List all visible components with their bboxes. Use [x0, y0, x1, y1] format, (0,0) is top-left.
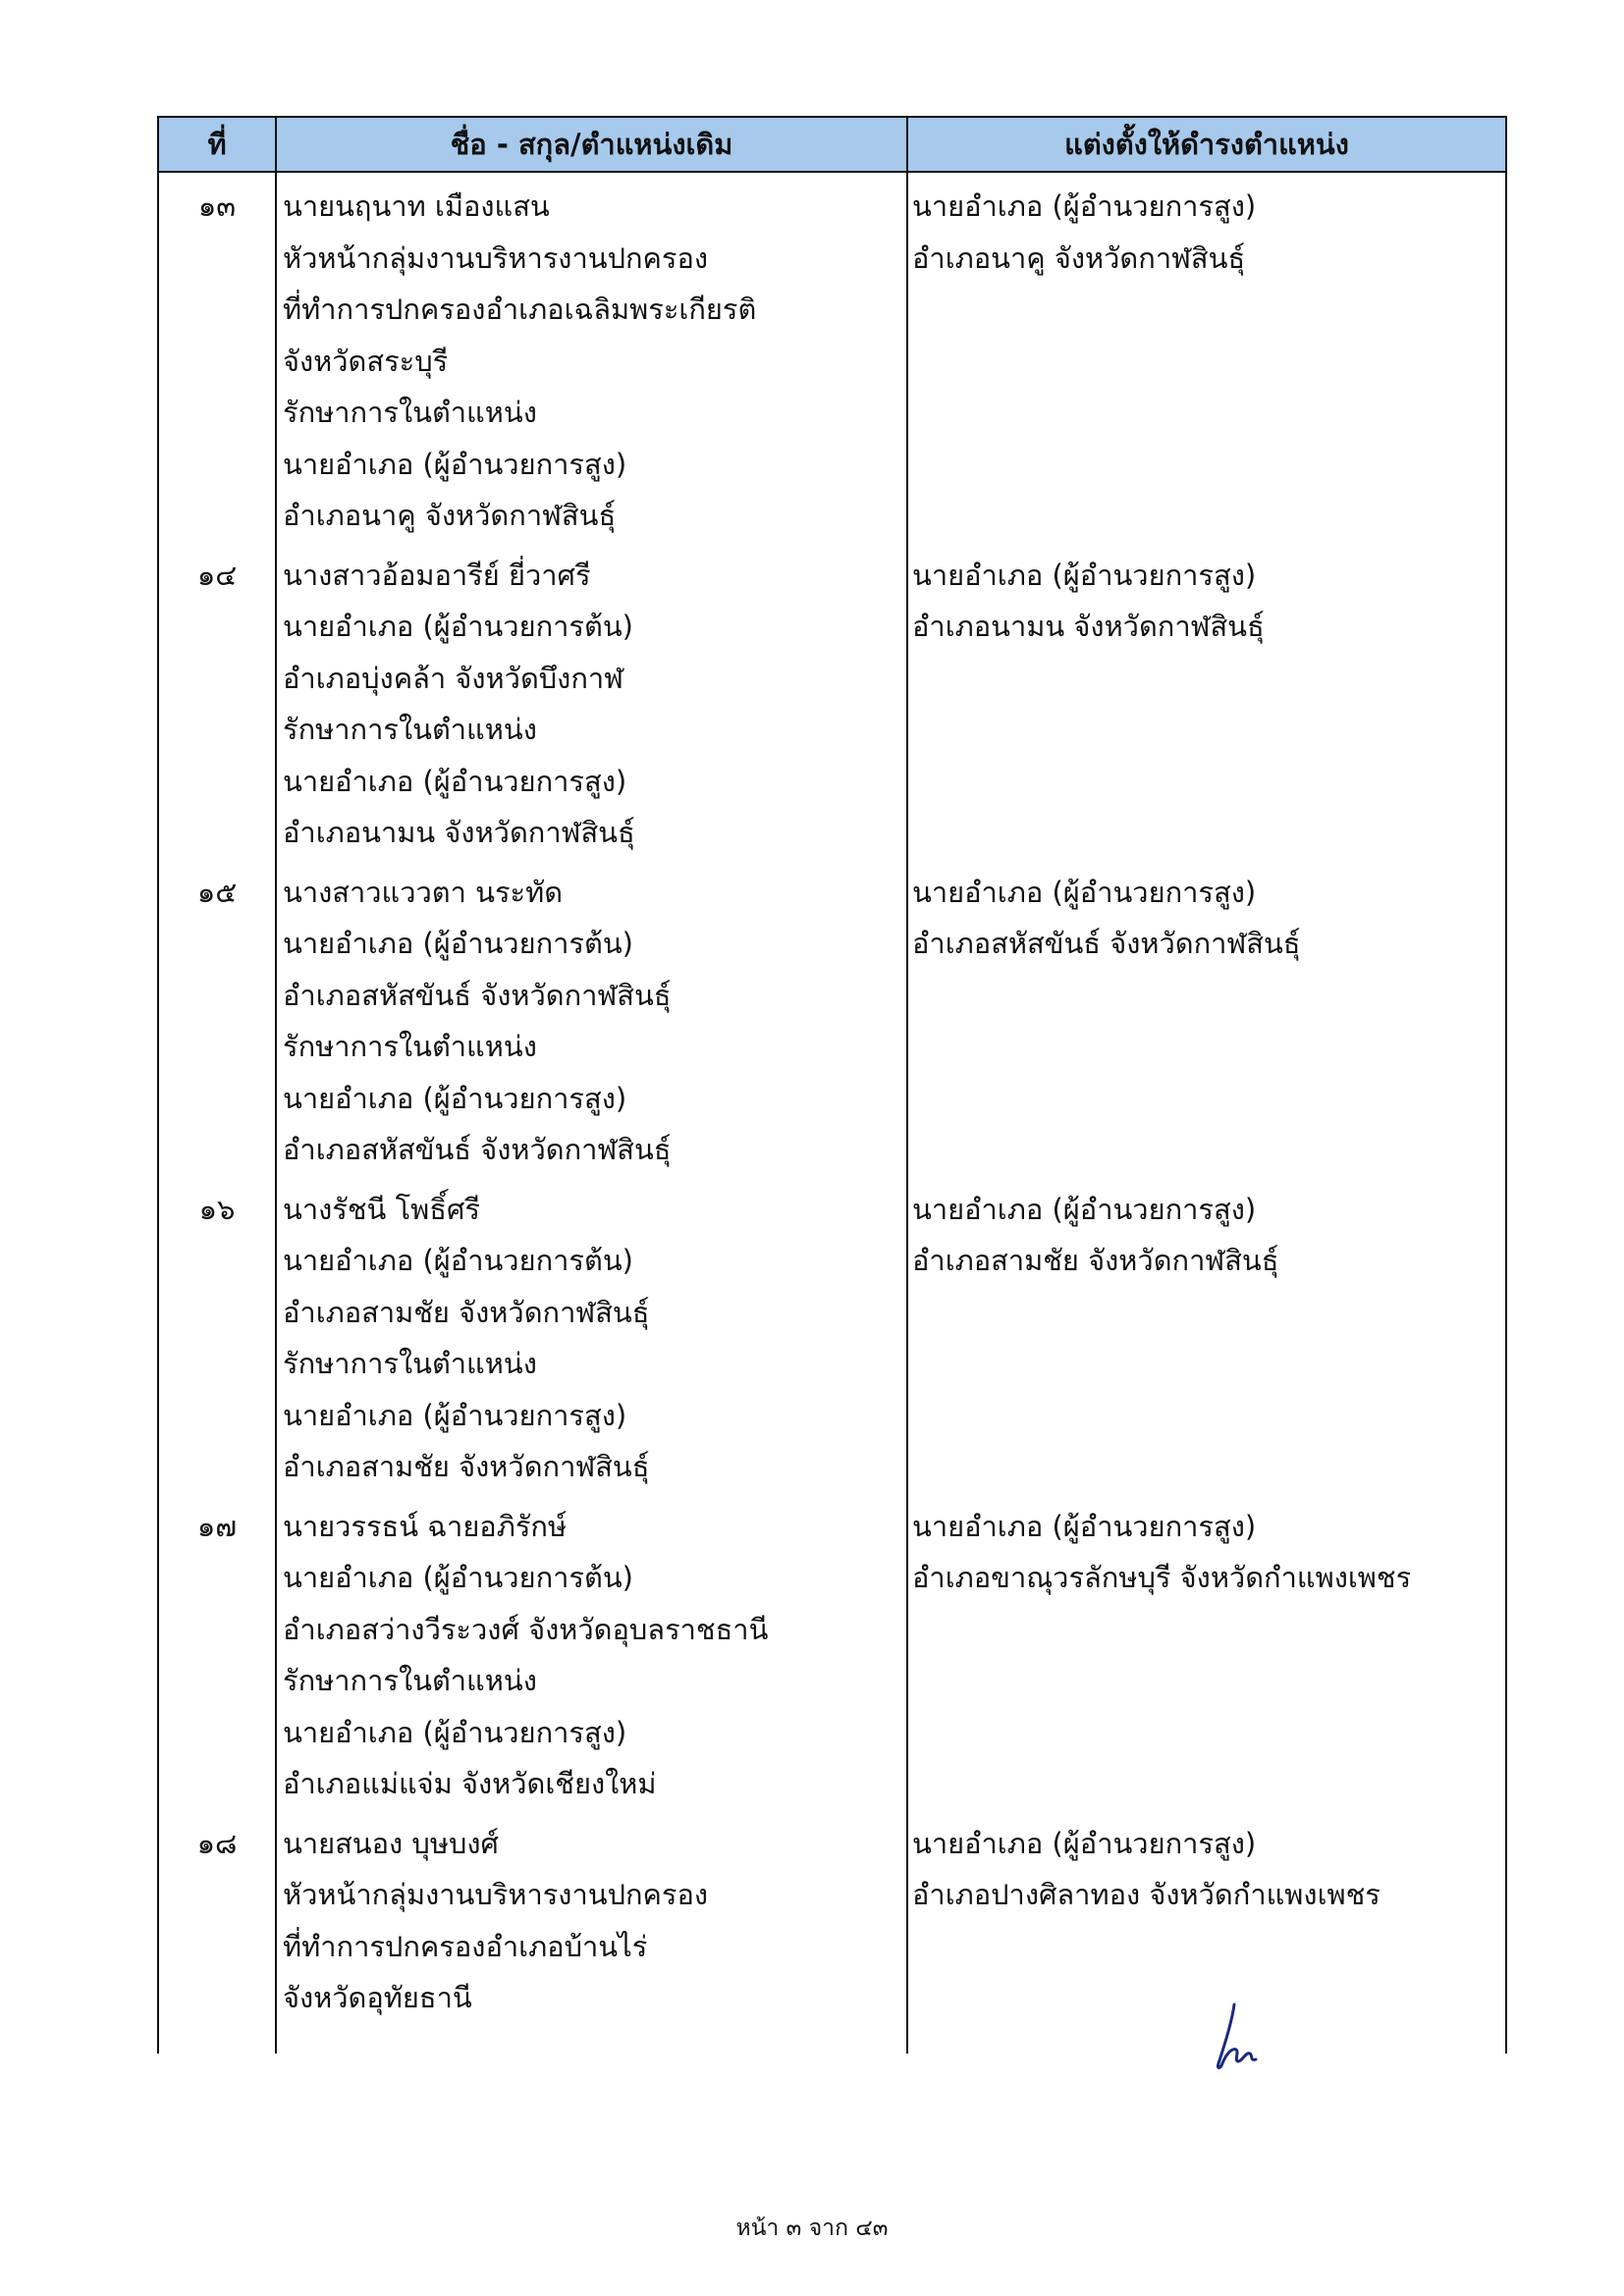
- old-line: อำเภอนาคู จังหวัดกาฬสินธุ์: [283, 499, 617, 532]
- row-number: ๑๔: [158, 542, 276, 859]
- old-line: หัวหน้ากลุ่มงานบริหารงานปกครอง: [283, 240, 709, 275]
- old-line: หัวหน้ากลุ่มงานบริหารงานปกครอง: [283, 1878, 709, 1911]
- row-number: ๑๕: [158, 859, 276, 1176]
- old-position-cell: [276, 1810, 907, 2024]
- old-line: นายอำเภอ (ผู้อำนวยการสูง): [283, 764, 627, 798]
- old-line: นายนฤนาท เมืองแสน: [283, 189, 550, 223]
- table-header-row: [158, 117, 1506, 172]
- new-line: นายอำเภอ (ผู้อำนวยการสูง): [912, 189, 1257, 223]
- table-row: [158, 542, 1506, 859]
- old-line: นายอำเภอ (ผู้อำนวยการสูง): [283, 1398, 627, 1432]
- row-number: ๑๘: [158, 1810, 276, 2024]
- old-line: จังหวัดสระบุรี: [283, 344, 449, 378]
- table-row: [158, 172, 1506, 542]
- old-line: อำเภอสหัสขันธ์ จังหวัดกาฬสินธุ์: [283, 978, 672, 1012]
- old-line: รักษาการในตำแหน่ง: [283, 1347, 537, 1380]
- new-position-cell: [907, 1493, 1506, 1810]
- new-line: นายอำเภอ (ผู้อำนวยการสูง): [912, 875, 1257, 909]
- page-number: หน้า ๓ จาก ๔๓: [735, 2216, 889, 2241]
- old-position-cell: [276, 172, 907, 542]
- old-line: นายวรรธน์ ฉายอภิรักษ์: [283, 1509, 568, 1543]
- new-position-cell: [907, 1810, 1506, 2024]
- appointment-table-container: [157, 116, 1505, 2054]
- old-line: อำเภอสามชัย จังหวัดกาฬสินธุ์: [283, 1450, 650, 1483]
- old-line: อำเภอสว่างวีระวงศ์ จังหวัดอุบลราชธานี: [283, 1612, 769, 1646]
- new-line: นายอำเภอ (ผู้อำนวยการสูง): [912, 1509, 1257, 1543]
- old-line: รักษาการในตำแหน่ง: [283, 1664, 537, 1697]
- old-position-cell: [276, 859, 907, 1176]
- table-bottom-spacer: [158, 2024, 1506, 2054]
- new-line: อำเภอสามชัย จังหวัดกาฬสินธุ์: [912, 1244, 1279, 1277]
- old-line: ที่ทำการปกครองอำเภอบ้านไร่: [283, 1929, 648, 1963]
- old-line: นายอำเภอ (ผู้อำนวยการต้น): [283, 610, 633, 643]
- signature-stroke: [1218, 2004, 1256, 2068]
- new-line: อำเภอปางศิลาทอง จังหวัดกำแพงเพชร: [912, 1878, 1380, 1911]
- old-line: นายอำเภอ (ผู้อำนวยการสูง): [283, 1081, 627, 1115]
- old-line: นางรัชนี โพธิ์ศรี: [283, 1192, 480, 1226]
- old-line: นายอำเภอ (ผู้อำนวยการต้น): [283, 1561, 633, 1594]
- old-line: อำเภอสหัสขันธ์ จังหวัดกาฬสินธุ์: [283, 1133, 672, 1166]
- table-row: [158, 1810, 1506, 2024]
- new-position-cell: [907, 859, 1506, 1176]
- old-position-cell: [276, 1176, 907, 1493]
- new-line: อำเภอนามน จังหวัดกาฬสินธุ์: [912, 610, 1265, 643]
- new-line: นายอำเภอ (ผู้อำนวยการสูง): [912, 558, 1257, 592]
- old-line: จังหวัดอุทัยธานี: [283, 1981, 472, 2014]
- old-position-cell: [276, 1493, 907, 1810]
- new-line: อำเภอขาณุวรลักษบุรี จังหวัดกำแพงเพชร: [912, 1561, 1412, 1594]
- old-position-cell: [276, 542, 907, 859]
- table-row: [158, 1493, 1506, 1810]
- header-new-position: แต่งตั้งให้ดำรงตำแหน่ง: [907, 117, 1506, 172]
- signature-mark: [1213, 2001, 1262, 2079]
- appointment-table: [157, 116, 1507, 2054]
- old-line: นายสนอง บุษบงศ์: [283, 1826, 499, 1860]
- old-line: ที่ทำการปกครองอำเภอเฉลิมพระเกียรติ: [283, 293, 757, 326]
- new-position-cell: [907, 542, 1506, 859]
- row-number: ๑๗: [158, 1493, 276, 1810]
- header-old-position: ชื่อ - สกุล/ตำแหน่งเดิม: [276, 117, 907, 172]
- old-line: นางสาวอ้อมอารีย์ ยี่วาศรี: [283, 558, 591, 592]
- new-position-cell: [907, 172, 1506, 542]
- new-line: นายอำเภอ (ผู้อำนวยการสูง): [912, 1192, 1257, 1226]
- old-line: นายอำเภอ (ผู้อำนวยการต้น): [283, 927, 633, 960]
- row-number: ๑๖: [158, 1176, 276, 1493]
- new-position-cell: [907, 1176, 1506, 1493]
- new-line: อำเภอสหัสขันธ์ จังหวัดกาฬสินธุ์: [912, 927, 1301, 960]
- old-line: รักษาการในตำแหน่ง: [283, 1030, 537, 1063]
- old-line: รักษาการในตำแหน่ง: [283, 396, 537, 429]
- old-line: อำเภอสามชัย จังหวัดกาฬสินธุ์: [283, 1295, 650, 1329]
- old-line: อำเภอนามน จังหวัดกาฬสินธุ์: [283, 816, 635, 849]
- new-line: นายอำเภอ (ผู้อำนวยการสูง): [912, 1826, 1257, 1860]
- table-row: [158, 1176, 1506, 1493]
- old-line: อำเภอบุ่งคล้า จังหวัดบึงกาฬ: [283, 661, 624, 695]
- old-line: รักษาการในตำแหน่ง: [283, 713, 537, 746]
- old-line: นายอำเภอ (ผู้อำนวยการสูง): [283, 447, 627, 481]
- table-row: [158, 859, 1506, 1176]
- row-number: ๑๓: [158, 172, 276, 542]
- new-line: อำเภอนาคู จังหวัดกาฬสินธุ์: [912, 240, 1246, 275]
- old-line: อำเภอแม่แจ่ม จังหวัดเชียงใหม่: [283, 1767, 657, 1800]
- old-line: นายอำเภอ (ผู้อำนวยการสูง): [283, 1715, 627, 1749]
- header-no: ที่: [158, 117, 276, 172]
- old-line: นายอำเภอ (ผู้อำนวยการต้น): [283, 1244, 633, 1277]
- old-line: นางสาวแววตา นระทัด: [283, 875, 564, 909]
